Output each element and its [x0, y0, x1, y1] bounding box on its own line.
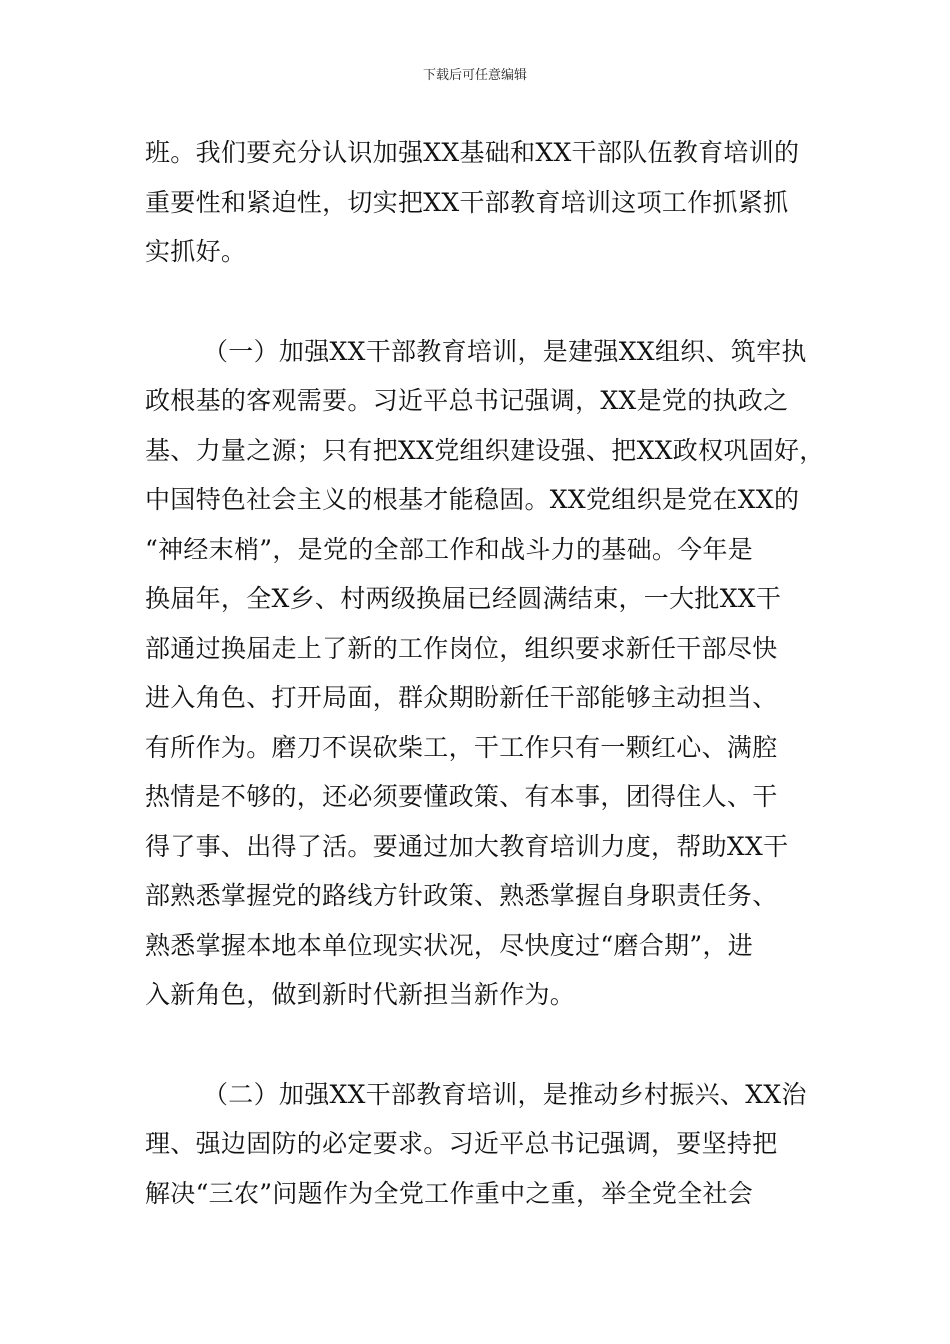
text-line: 部通过换届走上了新的工作岗位，组织要求新任干部尽快 [145, 633, 778, 663]
text-line: 部熟悉掌握党的路线方针政策、熟悉掌握自身职责任务、 [145, 881, 778, 910]
text-line: 解决“三农”问题作为全党工作重中之重，举全党全社会 [145, 1178, 754, 1208]
text-line: 理、强边固防的必定要求。习近平总书记强调，要坚持把 [145, 1129, 778, 1158]
text-line: 政根基的客观需要。习近平总书记强调，XX是党的执政之 [145, 386, 789, 415]
text-line: 得了事、出得了活。要通过加大教育培训力度，帮助XX干 [145, 831, 789, 861]
text-line: 班。我们要充分认识加强XX基础和XX干部队伍教育培训的 [145, 138, 800, 167]
text-line: 有所作为。磨刀不误砍柴工，干工作只有一颗红心、满腔 [145, 732, 778, 762]
text-line: 热情是不够的，还必须要懂政策、有本事，团得住人、干 [145, 782, 778, 811]
paragraph-intro [145, 128, 810, 277]
text-line: 基、力量之源；只有把XX党组织建设强、把XX政权巩固好， [145, 435, 825, 465]
text-line: 入新角色，做到新时代新担当新作为。 [145, 980, 576, 1009]
paragraph-section-2 [145, 1070, 810, 1219]
document-body [145, 128, 825, 1218]
page-header-note: 下载后可任意编辑 [422, 68, 527, 83]
text-line: 换届年，全X乡、村两级换届已经圆满结束，一大批XX干 [145, 584, 782, 613]
text-line: “神经末梢”，是党的全部工作和战斗力的基础。今年是 [145, 534, 754, 564]
text-line: 熟悉掌握本地本单位现实状况，尽快度过“磨合期”，进 [145, 930, 754, 960]
text-line: 重要性和紧迫性，切实把XX干部教育培训这项工作抓紧抓 [145, 187, 789, 217]
text-line: 中国特色社会主义的根基才能稳固。XX党组织是党在XX的 [145, 485, 800, 514]
text-line: （二）加强XX干部教育培训，是推动乡村振兴、XX治 [203, 1079, 807, 1109]
text-line: 进入角色、打开局面，群众期盼新任干部能够主动担当、 [145, 683, 778, 712]
text-line: 实抓好。 [145, 237, 247, 266]
text-line: （一）加强XX干部教育培训，是建强XX组织、筑牢执 [203, 336, 807, 366]
paragraph-section-1 [145, 327, 825, 1020]
